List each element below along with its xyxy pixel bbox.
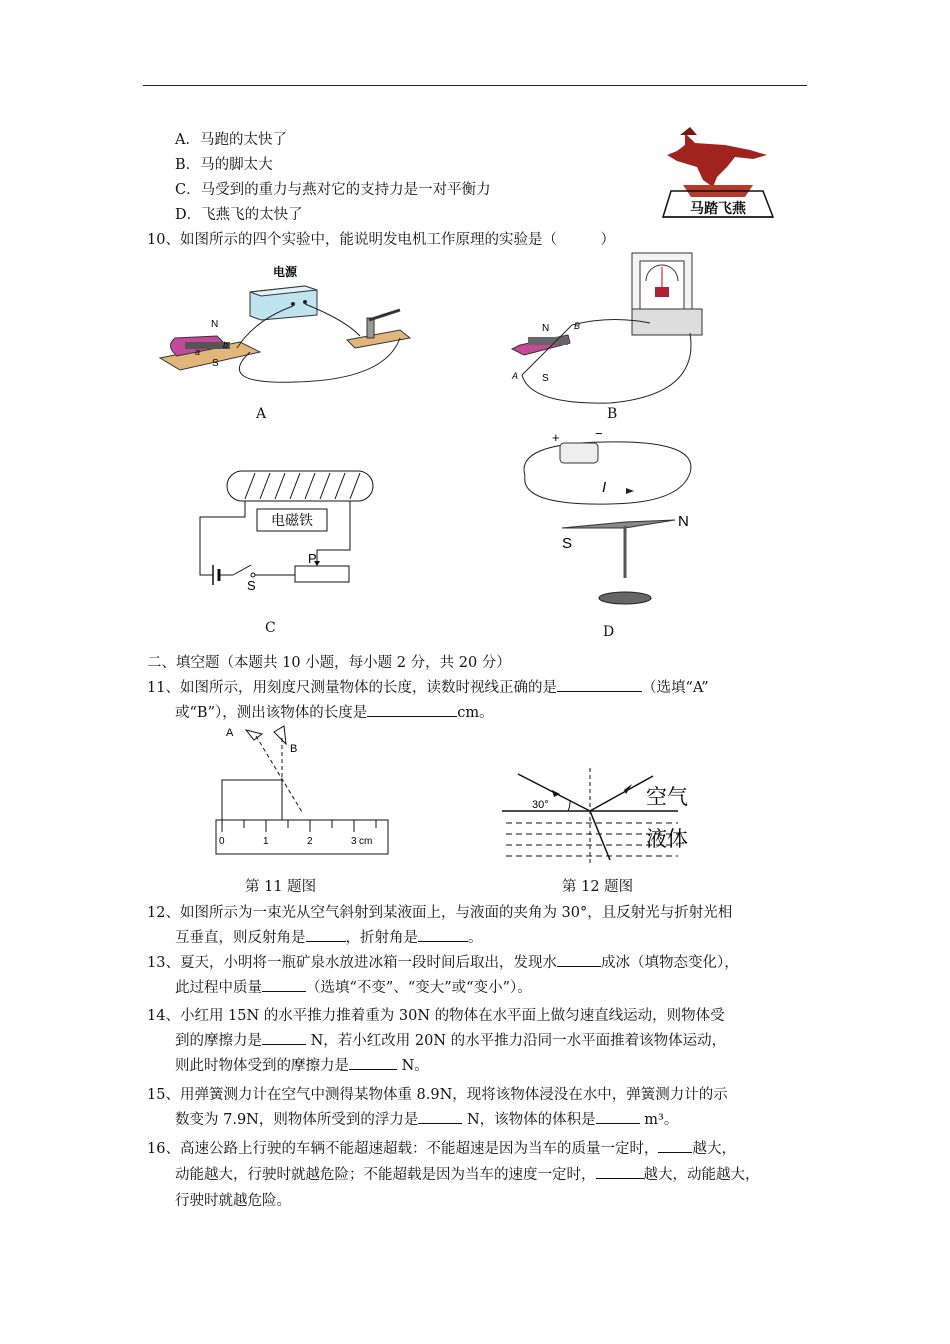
fig-12-refraction	[498, 768, 728, 864]
fig-c-electromagnet-label: 电磁铁	[271, 512, 313, 528]
q14-line1: 14、小红用 15N 的水平推力推着重为 30N 的物体在水平面上做匀速直线运动，则物体受	[147, 1008, 725, 1024]
q11-blank-1[interactable]	[557, 677, 642, 692]
q14-blank-1[interactable]	[262, 1030, 306, 1045]
fig-c-s-label: S	[247, 578, 256, 593]
fig-12-angle-label: 30°	[532, 799, 549, 811]
fig-b-b-label: B	[574, 321, 581, 331]
q15-line1: 15、用弹簧测力计在空气中测得某物体重 8.9N，现将该物体浸没在水中，弹簧测力计的示	[147, 1087, 728, 1103]
fig-d-caption: D	[603, 624, 615, 640]
q15-blank-1[interactable]	[418, 1109, 462, 1124]
fig-11-tick-2: 2	[307, 836, 313, 847]
fig-11-a-label: A	[226, 727, 234, 739]
fig-a-a-label: a	[195, 347, 201, 357]
q13-blank-2[interactable]	[262, 977, 306, 992]
fig-d-minus-label: −	[595, 428, 603, 441]
fig-12-caption: 第 12 题图	[562, 879, 634, 895]
fig-a-power-label: 电源	[273, 265, 298, 279]
q9-option-c: C．马受到的重力与燕对它的支持力是一对平衡力	[175, 182, 491, 198]
q11-blank-2[interactable]	[367, 702, 457, 717]
q16-blank-2[interactable]	[596, 1164, 644, 1179]
fig-11-tick-1: 1	[263, 836, 269, 847]
q11-line1: 11、如图所示，用刻度尺测量物体的长度，读数时视线正确的是 （选填“A”	[147, 676, 709, 697]
q13-line1: 13、夏天，小明将一瓶矿泉水放进冰箱一段时间后取出，发现水 成冰（填物态变化），	[147, 951, 739, 972]
fig-c-p-label: P	[308, 551, 317, 566]
q14-blank-2[interactable]	[349, 1055, 397, 1070]
horse-statue-figure	[655, 125, 780, 223]
q11-line2: 或“B”），测出该物体的长度是 cm。	[175, 701, 494, 722]
fig-11-unit: cm	[359, 836, 373, 847]
fig-11-tick-0: 0	[219, 836, 225, 847]
q15-blank-2[interactable]	[596, 1109, 640, 1124]
section-2-heading: 二、填空题（本题共 10 小题，每小题 2 分，共 20 分）	[147, 655, 511, 671]
fig-d-plus-label: +	[552, 430, 560, 445]
q16-line2: 动能越大，行驶时就越危险；不能超载是因为当车的速度一定时， 越大，动能越大，	[175, 1163, 760, 1184]
fig-b-s-label: S	[542, 373, 549, 384]
fig-d-n-label: N	[678, 513, 689, 530]
q9-option-a: A．马跑的太快了	[175, 132, 287, 148]
q12-blank-1[interactable]	[306, 927, 346, 942]
fig-a-induction-setup	[155, 260, 415, 390]
q16-blank-1[interactable]	[658, 1138, 692, 1153]
q10-stem: 10、如图所示的四个实验中，能说明发电机工作原理的实验是（ ）	[147, 232, 615, 248]
q14-line3: 则此时物体受到的摩擦力是 N。	[175, 1054, 429, 1075]
fig-c-electromagnet-circuit	[195, 465, 380, 595]
fig-b-caption: B	[607, 406, 618, 422]
q12-line1: 12、如图所示为一束光从空气斜射到某液面上，与液面的夹角为 30°，且反射光与折射光相	[147, 905, 733, 921]
fig-11-ruler	[212, 722, 392, 858]
q9-option-b: B．马的脚太大	[175, 157, 273, 173]
horse-label: 马踏飞燕	[690, 200, 746, 216]
fig-11-caption: 第 11 题图	[245, 879, 317, 895]
fig-a-caption-text: A	[256, 406, 267, 422]
fig-d-oersted-setup	[510, 428, 710, 608]
q16-line1: 16、高速公路上行驶的车辆不能超速超载：不能超速是因为当车的质量一定时， 越大，	[147, 1137, 736, 1158]
fig-b-a-label: A	[512, 371, 519, 381]
q12-line2: 互垂直，则反射角是 ，折射角是 。	[175, 926, 483, 947]
q9-option-d: D．飞燕飞的太快了	[175, 207, 303, 223]
q13-blank-1[interactable]	[557, 952, 601, 967]
fig-11-tick-3: 3	[351, 836, 357, 847]
q16-line3: 行驶时就越危险。	[175, 1193, 291, 1209]
q13-line2: 此过程中质量 （选填“不变”、“变大”或“变小”）。	[175, 976, 532, 997]
fig-11-b-label: B	[290, 743, 298, 755]
fig-12-liquid-label: 液体	[646, 828, 688, 851]
fig-c-caption: C	[265, 620, 276, 636]
fig-d-s-label: S	[562, 535, 573, 552]
fig-a-s-label: S	[212, 358, 219, 369]
fig-a-b-label: b	[223, 340, 229, 350]
fig-a-n-label: N	[211, 319, 219, 330]
fig-b-galvanometer-setup	[500, 245, 720, 410]
q14-line2: 到的摩擦力是 N，若小红改用 20N 的水平推力沿同一水平面推着该物体运动，	[175, 1029, 726, 1050]
fig-b-n-label: N	[542, 323, 550, 334]
fig-d-current-label: I	[602, 479, 607, 496]
fig-12-air-label: 空气	[646, 786, 688, 809]
q15-line2: 数变为 7.9N，则物体所受到的浮力是 N，该物体的体积是 m³。	[175, 1108, 678, 1129]
header-rule	[143, 85, 807, 86]
q12-blank-2[interactable]	[418, 927, 468, 942]
